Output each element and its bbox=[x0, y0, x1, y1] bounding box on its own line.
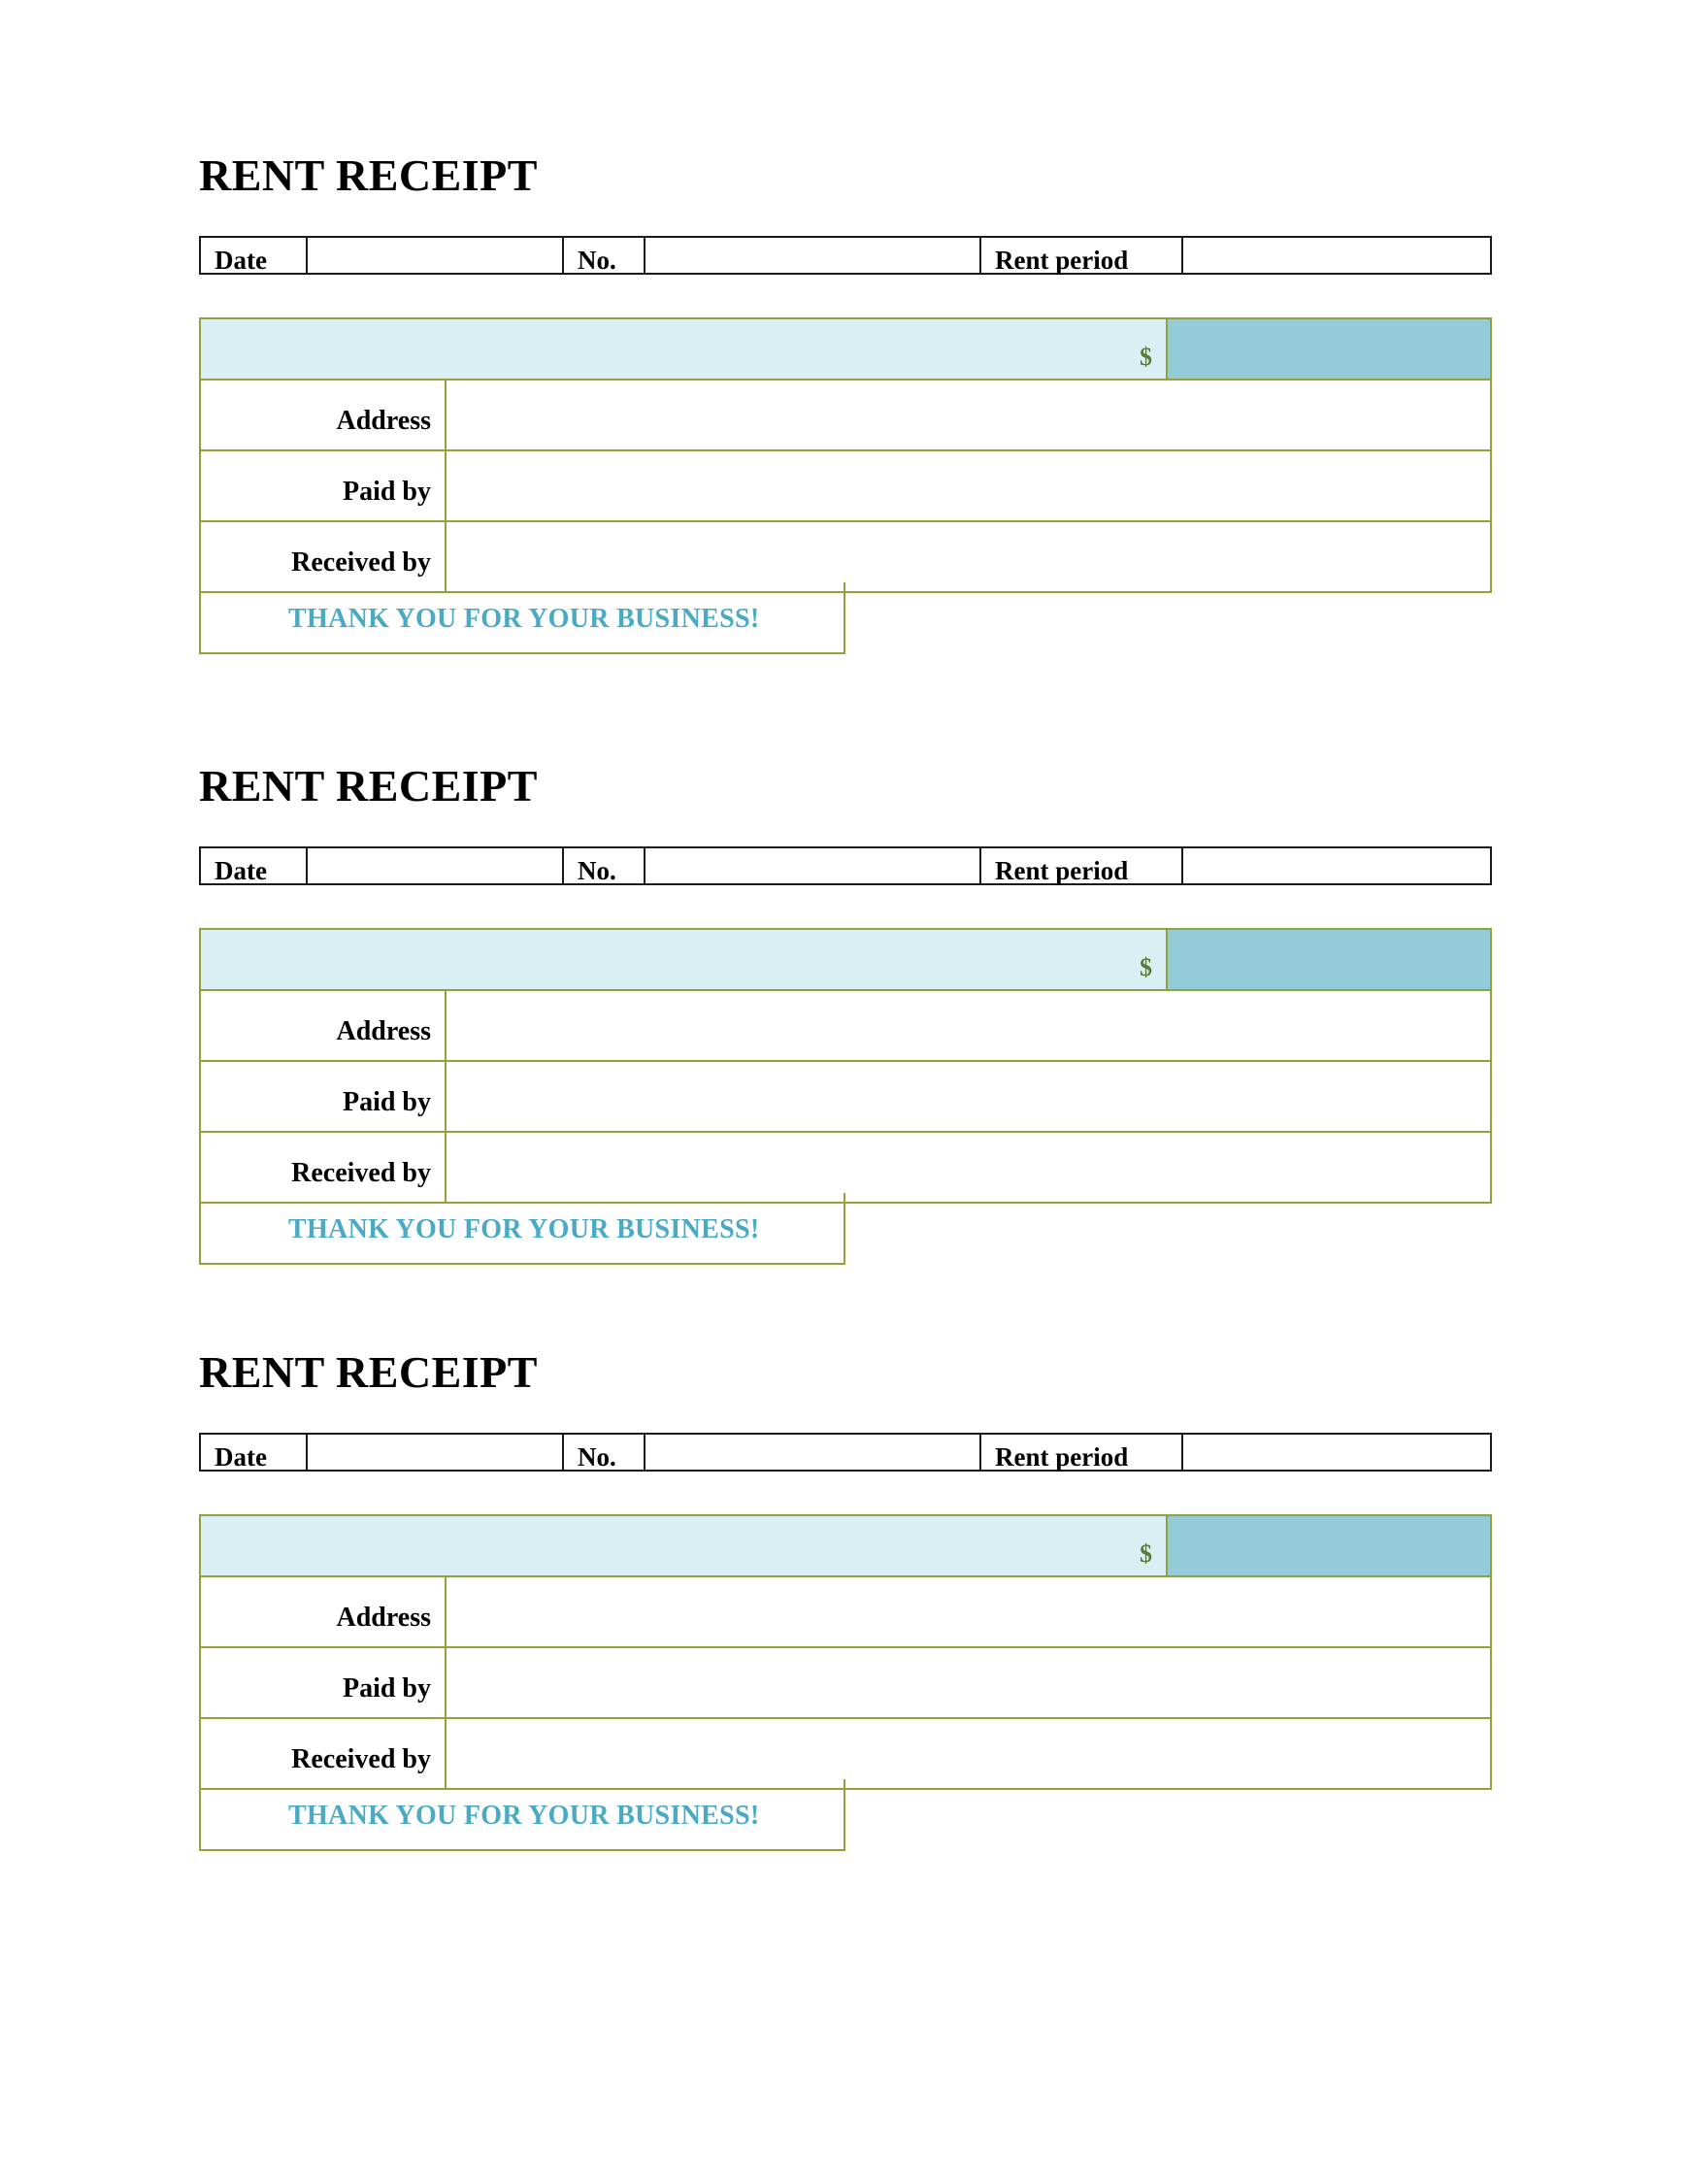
address-row bbox=[201, 381, 1490, 451]
received-by-field[interactable] bbox=[447, 1133, 1490, 1202]
thank-you-message: THANK YOU FOR YOUR BUSINESS! bbox=[199, 1193, 845, 1265]
date-field[interactable] bbox=[308, 848, 564, 883]
received-by-field[interactable] bbox=[447, 1719, 1490, 1788]
rent-period-field[interactable] bbox=[1183, 1435, 1490, 1470]
amount-field[interactable] bbox=[1168, 1516, 1490, 1575]
number-label: No. bbox=[564, 1435, 645, 1470]
address-field[interactable] bbox=[447, 381, 1490, 449]
number-field[interactable] bbox=[645, 1435, 981, 1470]
amount-row bbox=[201, 1516, 1490, 1577]
address-row bbox=[201, 1577, 1490, 1648]
received-by-label: Received by bbox=[201, 522, 447, 591]
paid-by-field[interactable] bbox=[447, 451, 1490, 520]
rent-receipt-2 bbox=[199, 761, 1492, 1307]
address-label: Address bbox=[201, 1577, 447, 1646]
date-label: Date bbox=[201, 1435, 308, 1470]
receipt-info-table bbox=[199, 236, 1492, 275]
number-label: No. bbox=[564, 238, 645, 273]
rent-receipt-1 bbox=[199, 150, 1492, 697]
currency-symbol: $ bbox=[201, 1516, 1168, 1575]
paid-by-label: Paid by bbox=[201, 451, 447, 520]
paid-by-field[interactable] bbox=[447, 1648, 1490, 1717]
receipt-details-table bbox=[199, 317, 1492, 593]
paid-by-row bbox=[201, 1062, 1490, 1133]
receipt-info-table bbox=[199, 846, 1492, 885]
rent-period-label: Rent period bbox=[981, 238, 1183, 273]
number-field[interactable] bbox=[645, 238, 981, 273]
receipt-details-table bbox=[199, 1514, 1492, 1790]
thank-you-message: THANK YOU FOR YOUR BUSINESS! bbox=[199, 582, 845, 654]
received-by-field[interactable] bbox=[447, 522, 1490, 591]
receipt-title: RENT RECEIPT bbox=[199, 150, 538, 200]
address-label: Address bbox=[201, 991, 447, 1060]
receipt-title: RENT RECEIPT bbox=[199, 1347, 538, 1397]
receipt-details-table bbox=[199, 928, 1492, 1204]
address-row bbox=[201, 991, 1490, 1062]
amount-field[interactable] bbox=[1168, 319, 1490, 379]
amount-row bbox=[201, 930, 1490, 991]
amount-field[interactable] bbox=[1168, 930, 1490, 989]
received-by-label: Received by bbox=[201, 1133, 447, 1202]
paid-by-label: Paid by bbox=[201, 1062, 447, 1131]
date-field[interactable] bbox=[308, 238, 564, 273]
received-by-label: Received by bbox=[201, 1719, 447, 1788]
number-field[interactable] bbox=[645, 848, 981, 883]
receipt-title: RENT RECEIPT bbox=[199, 761, 538, 811]
rent-period-label: Rent period bbox=[981, 848, 1183, 883]
address-field[interactable] bbox=[447, 991, 1490, 1060]
thank-you-message: THANK YOU FOR YOUR BUSINESS! bbox=[199, 1779, 845, 1851]
received-by-row bbox=[201, 522, 1490, 591]
address-field[interactable] bbox=[447, 1577, 1490, 1646]
paid-by-row bbox=[201, 1648, 1490, 1719]
receipt-info-table bbox=[199, 1433, 1492, 1472]
number-label: No. bbox=[564, 848, 645, 883]
date-label: Date bbox=[201, 848, 308, 883]
received-by-row bbox=[201, 1719, 1490, 1788]
date-field[interactable] bbox=[308, 1435, 564, 1470]
received-by-row bbox=[201, 1133, 1490, 1202]
paid-by-field[interactable] bbox=[447, 1062, 1490, 1131]
rent-period-label: Rent period bbox=[981, 1435, 1183, 1470]
amount-row bbox=[201, 319, 1490, 381]
rent-period-field[interactable] bbox=[1183, 848, 1490, 883]
address-label: Address bbox=[201, 381, 447, 449]
date-label: Date bbox=[201, 238, 308, 273]
currency-symbol: $ bbox=[201, 930, 1168, 989]
paid-by-label: Paid by bbox=[201, 1648, 447, 1717]
currency-symbol: $ bbox=[201, 319, 1168, 379]
rent-period-field[interactable] bbox=[1183, 238, 1490, 273]
rent-receipt-3 bbox=[199, 1347, 1492, 1894]
paid-by-row bbox=[201, 451, 1490, 522]
